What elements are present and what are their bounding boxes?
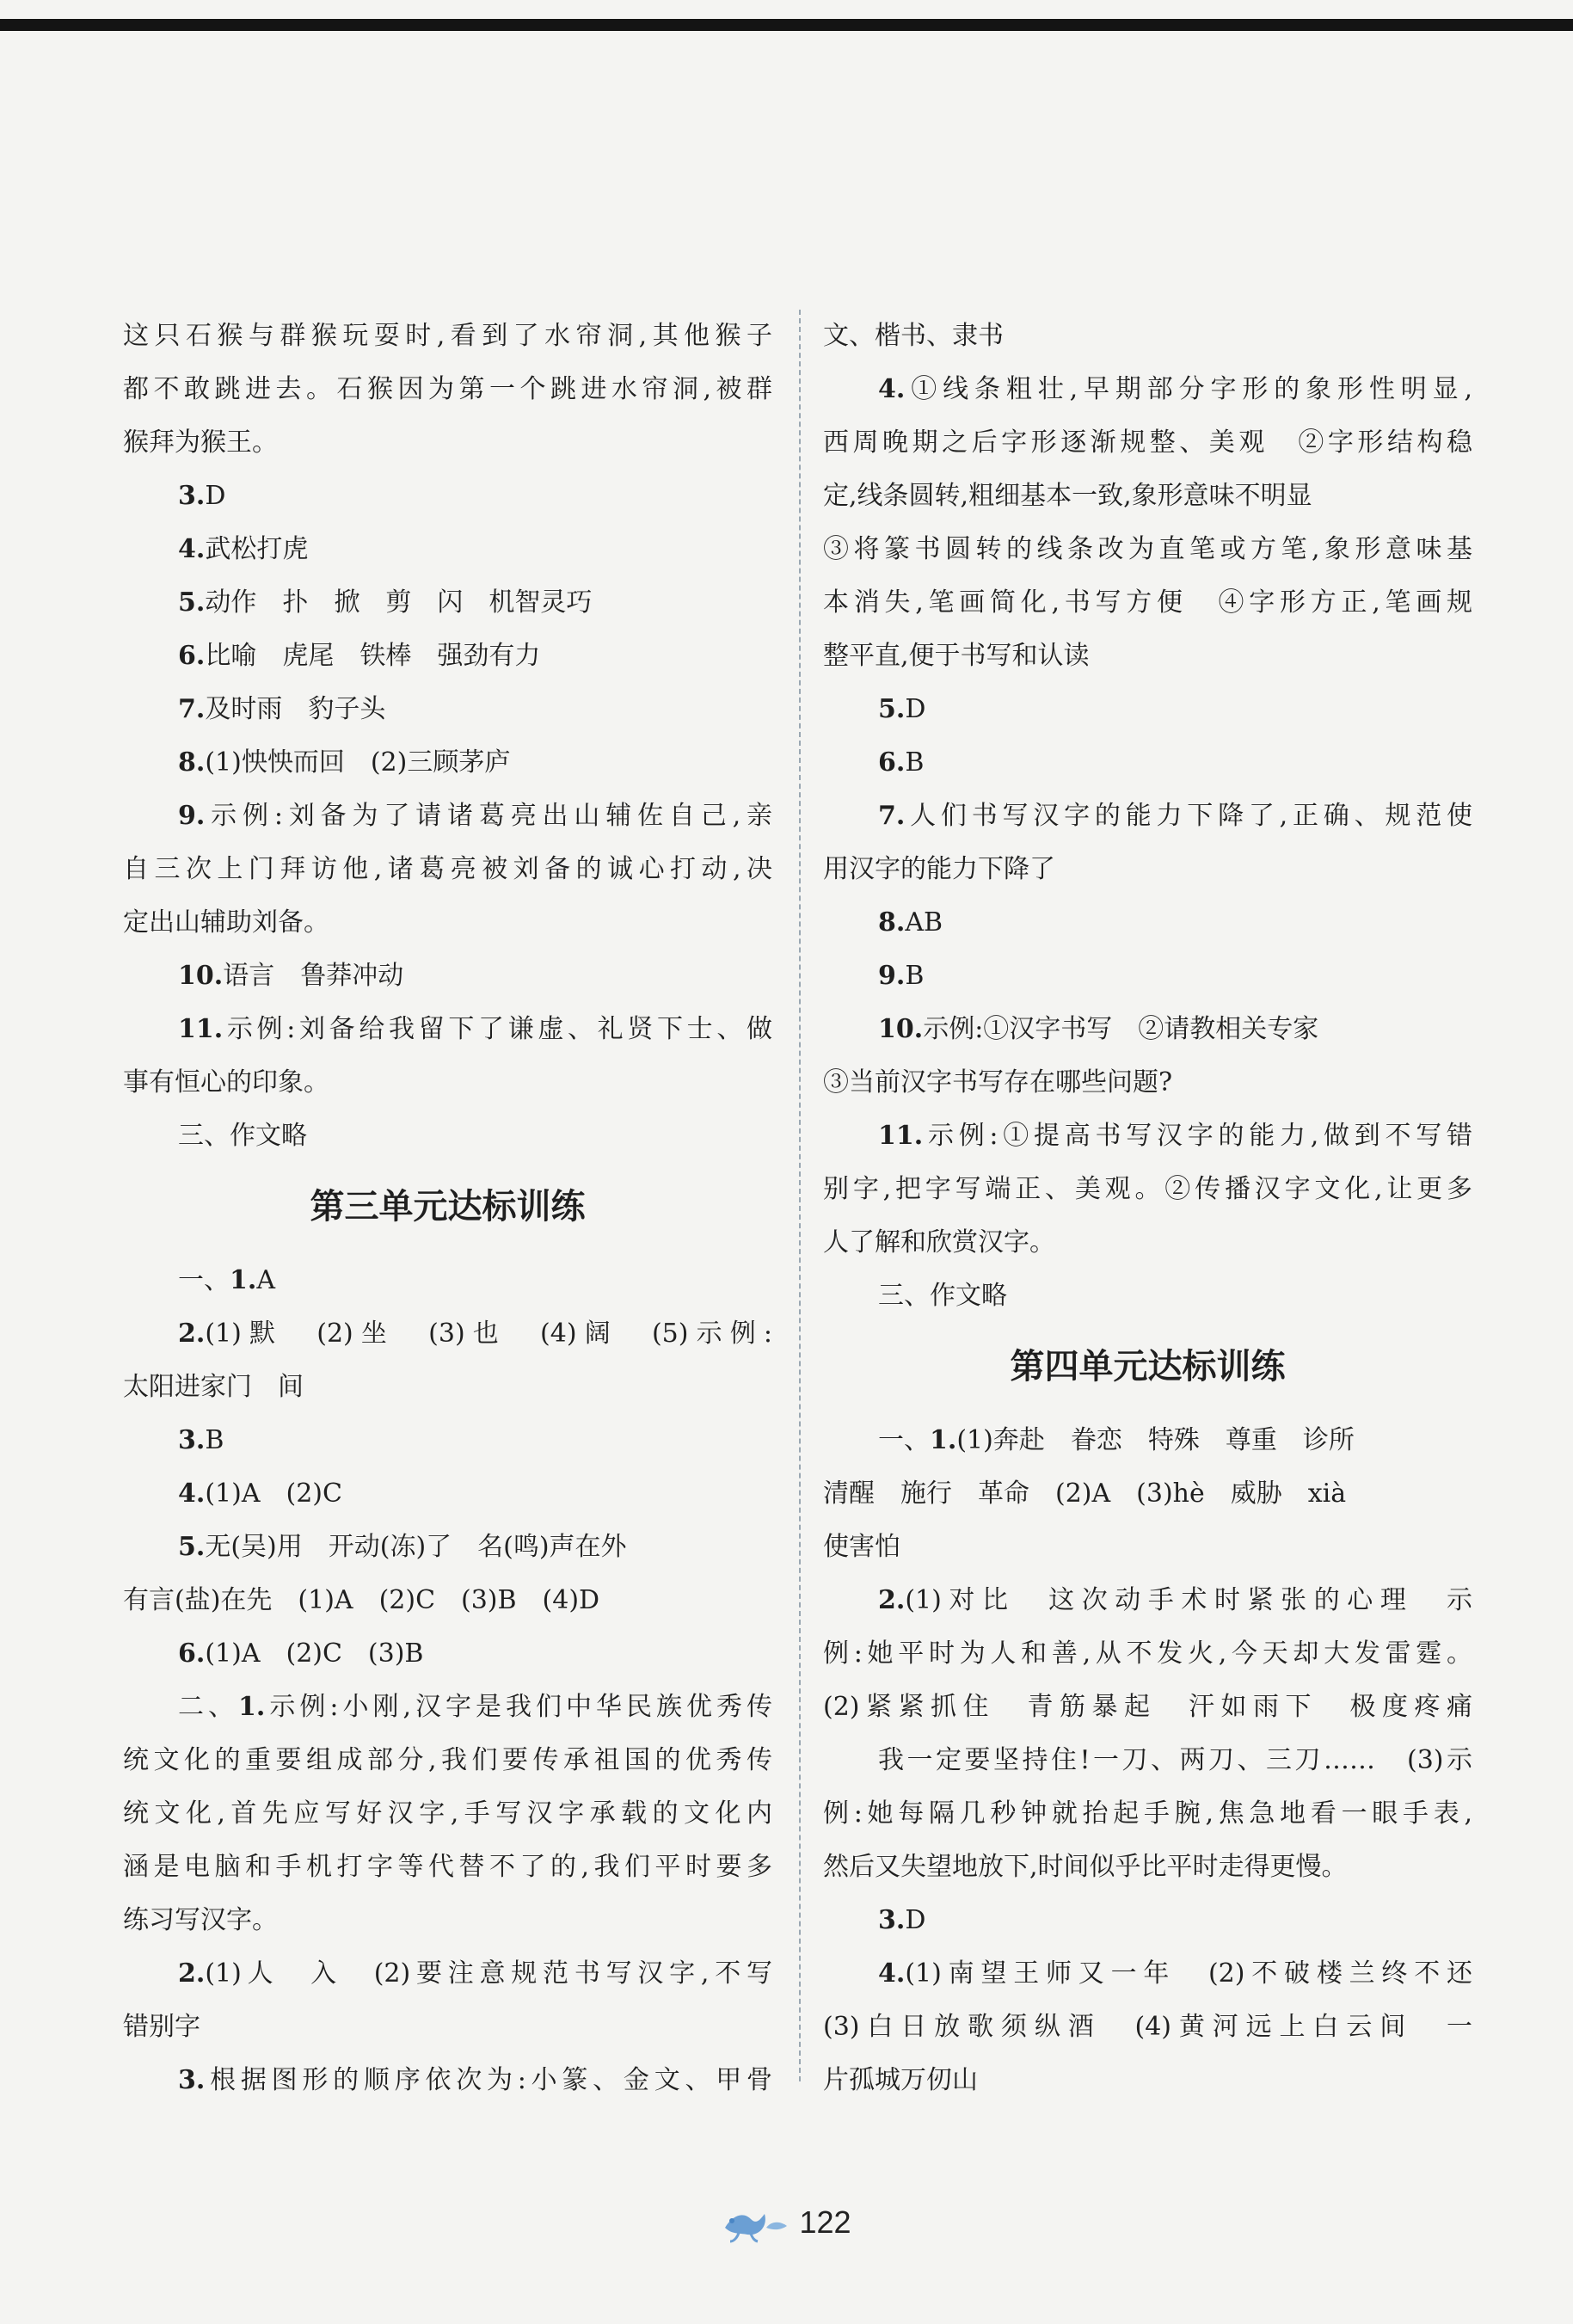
answer-line: [823, 630, 1472, 683]
answer-line: [123, 523, 772, 576]
answer-text: 我一定要坚持住!一刀、两刀、三刀…… (3)示: [878, 1745, 1472, 1775]
answer-line: [123, 1110, 772, 1163]
question-number: 4.: [878, 1958, 906, 1989]
answer-line: [823, 1110, 1472, 1163]
answer-line: [823, 1003, 1472, 1056]
answer-text: 三、作文略: [178, 1121, 307, 1151]
question-number: 8.: [178, 747, 206, 778]
question-number: 6.: [178, 1638, 206, 1669]
answer-line: [123, 683, 772, 736]
answer-line: [823, 896, 1472, 950]
answer-line: [123, 1894, 772, 1947]
answer-text: 例:她平时为人和善,从不发火,今天却大发雷霆。: [823, 1638, 1472, 1669]
answer-text: 错别字: [123, 2012, 200, 2042]
answer-line: [123, 1056, 772, 1110]
answer-text: 有言(盐)在先 (1)A (2)C (3)B (4)D: [123, 1585, 600, 1615]
section-title: 第四单元达标训练: [1010, 1346, 1286, 1386]
answer-text: 清醒 施行 革命 (2)A (3)hè 威胁 xià: [823, 1479, 1347, 1509]
answer-line: [823, 1521, 1472, 1574]
answer-text: D: [205, 481, 226, 511]
answer-text: 及时雨 豹子头: [205, 694, 386, 724]
left-column: [123, 310, 772, 2107]
section-prefix: 二、: [178, 1692, 239, 1722]
answer-text: 文、楷书、隶书: [823, 321, 1004, 351]
answer-line: [823, 683, 1472, 736]
question-number: 2.: [878, 1585, 906, 1615]
answer-line: [823, 950, 1472, 1003]
answer-line: [823, 1414, 1472, 1467]
answer-text: ③当前汉字书写存在哪些问题?: [823, 1067, 1173, 1097]
section-prefix: 一、: [878, 1425, 930, 1455]
answer-text: 涵是电脑和手机打字等代替不了的,我们平时要多: [123, 1852, 772, 1882]
answer-line: [123, 1307, 772, 1361]
question-number: 3.: [178, 481, 206, 511]
answer-text: (1)奔赴 眷恋 特殊 尊重 诊所: [956, 1425, 1355, 1455]
answer-text: B: [905, 961, 925, 991]
section-title: 第三单元达标训练: [310, 1186, 586, 1227]
publisher-logo-icon: [722, 2202, 796, 2243]
answer-line: [123, 736, 772, 790]
answer-line: [823, 1216, 1472, 1270]
answer-line: [123, 1414, 772, 1467]
answer-line: [823, 363, 1472, 416]
answer-line: [823, 1947, 1472, 2001]
answer-text: 自三次上门拜访他,诸葛亮被刘备的诚心打动,决: [123, 854, 772, 884]
answer-line: [823, 310, 1472, 363]
question-number: 3.: [178, 2065, 206, 2095]
answer-line: [823, 1627, 1472, 1681]
answer-text: 猴拜为猴王。: [123, 427, 278, 458]
answer-text: (3)白日放歌须纵酒 (4)黄河远上白云间 一: [823, 2012, 1472, 2042]
answer-text: ①线条粗壮,早期部分字形的象形性明显,: [905, 374, 1472, 404]
answer-text: 片孤城万仞山: [823, 2065, 978, 2095]
answer-text: (1)怏怏而回 (2)三顾茅庐: [205, 747, 511, 778]
answer-text: 人们书写汉字的能力下降了,正确、规范使: [905, 801, 1472, 831]
answer-line: [123, 1947, 772, 2001]
answer-line: [123, 896, 772, 950]
answer-line: [123, 363, 772, 416]
answer-line: [123, 1254, 772, 1307]
answer-line: [123, 2054, 772, 2107]
answer-line: [123, 1361, 772, 1414]
answer-line: [823, 1894, 1472, 1947]
answer-line: [123, 790, 772, 843]
question-number: 11.: [878, 1121, 924, 1151]
answer-text: 动作 扑 掀 剪 闪 机智灵巧: [205, 587, 593, 618]
answer-line: [123, 1574, 772, 1627]
answer-text: 示例:刘备为了请诸葛亮出山辅佐自己,亲: [205, 801, 772, 831]
answer-line: [823, 790, 1472, 843]
answer-text: AB: [905, 907, 943, 938]
question-number: 2.: [178, 1958, 206, 1989]
question-number: 9.: [878, 961, 906, 991]
answer-line: [823, 1163, 1472, 1216]
right-column: [823, 310, 1472, 2107]
question-number: 1.: [238, 1692, 266, 1722]
answer-line: [823, 2001, 1472, 2054]
question-number: 4.: [178, 534, 206, 564]
answer-line: [123, 843, 772, 896]
answer-text: (1)南望王师又一年 (2)不破楼兰终不还: [905, 1958, 1472, 1989]
answer-line: [823, 736, 1472, 790]
answer-text: 示例:①提高书写汉字的能力,做到不写错: [923, 1121, 1472, 1151]
answer-line: [123, 950, 772, 1003]
answer-line: [123, 1841, 772, 1894]
answer-line: [123, 1787, 772, 1841]
answer-line: [823, 1841, 1472, 1894]
answer-text: B: [205, 1425, 224, 1455]
answer-line: [823, 416, 1472, 470]
answer-text: 根据图形的顺序依次为:小篆、金文、甲骨: [205, 2065, 772, 2095]
answer-line: [823, 1681, 1472, 1734]
answer-line: [823, 1574, 1472, 1627]
question-number: 3.: [878, 1905, 906, 1935]
answer-line: [123, 576, 772, 630]
answer-line: [823, 1056, 1472, 1110]
answer-text: D: [905, 1905, 926, 1935]
question-number: 7.: [878, 801, 906, 831]
answer-line: [823, 843, 1472, 896]
question-number: 9.: [178, 801, 206, 831]
answer-line: [123, 470, 772, 523]
answer-text: (1)A (2)C (3)B: [205, 1638, 424, 1669]
question-number: 4.: [878, 374, 906, 404]
question-number: 7.: [178, 694, 206, 724]
answer-text: 比喻 虎尾 铁棒 强劲有力: [205, 641, 541, 671]
answer-text: 事有恒心的印象。: [123, 1067, 329, 1097]
answer-text: D: [905, 694, 926, 724]
page-number: 122: [799, 2204, 851, 2240]
answer-line: [823, 523, 1472, 576]
answer-text: B: [905, 747, 925, 778]
top-border-bar: [0, 19, 1573, 31]
answer-text: 别字,把字写端正、美观。②传播汉字文化,让更多: [823, 1174, 1472, 1204]
question-number: 2.: [178, 1319, 206, 1349]
answer-line: [823, 1787, 1472, 1841]
answer-text: (2)紧紧抓住 青筋暴起 汗如雨下 极度疼痛: [823, 1692, 1472, 1722]
answer-text: ③将篆书圆转的线条改为直笔或方笔,象形意味基: [823, 534, 1472, 564]
question-number: 10.: [878, 1014, 924, 1044]
answer-text: 三、作文略: [878, 1281, 1007, 1311]
question-number: 1.: [230, 1265, 257, 1295]
answer-text: 本消失,笔画简化,书写方便 ④字形方正,笔画规: [823, 587, 1472, 618]
answer-text: (1)对比 这次动手术时紧张的心理 示: [905, 1585, 1472, 1615]
answer-text: (1)默 (2)坐 (3)也 (4)阔 (5)示例:: [205, 1319, 772, 1349]
question-number: 3.: [178, 1425, 206, 1455]
answer-line: [823, 1270, 1472, 1323]
answer-line: [123, 630, 772, 683]
answer-line: [123, 1734, 772, 1787]
answer-text: 这只石猴与群猴玩耍时,看到了水帘洞,其他猴子: [123, 321, 772, 351]
answer-text: 太阳进家门 间: [123, 1372, 304, 1402]
answer-text: 语言 鲁莽冲动: [223, 961, 404, 991]
answer-line: [823, 1467, 1472, 1521]
answer-text: 示例:刘备给我留下了谦虚、礼贤下士、做: [223, 1014, 772, 1044]
answer-text: (1)A (2)C: [205, 1479, 342, 1509]
answer-text: 例:她每隔几秒钟就抬起手腕,焦急地看一眼手表,: [823, 1798, 1472, 1829]
answer-text: 人了解和欣赏汉字。: [823, 1227, 1055, 1257]
answer-text: 示例:①汉字书写 ②请教相关专家: [923, 1014, 1319, 1044]
question-number: 11.: [178, 1014, 224, 1044]
answer-text: 练习写汉字。: [123, 1905, 278, 1935]
answer-line: [123, 1521, 772, 1574]
answer-text: (1)人 入 (2)要注意规范书写汉字,不写: [205, 1958, 772, 1989]
answer-text: 无(吴)用 开动(冻)了 名(鸣)声在外: [205, 1532, 627, 1562]
answer-line: [123, 1627, 772, 1681]
answer-line: [823, 2054, 1472, 2107]
answer-text: 用汉字的能力下降了: [823, 854, 1055, 884]
section-prefix: 一、: [178, 1265, 230, 1295]
answer-text: 整平直,便于书写和认读: [823, 641, 1090, 671]
answer-text: 定出山辅助刘备。: [123, 907, 329, 938]
answer-text: 统文化,首先应写好汉字,手写汉字承载的文化内: [123, 1798, 772, 1829]
answer-text: 都不敢跳进去。石猴因为第一个跳进水帘洞,被群: [123, 374, 772, 404]
answer-text: 西周晚期之后字形逐渐规整、美观 ②字形结构稳: [823, 427, 1472, 458]
answer-line: [123, 1467, 772, 1521]
answer-text: 统文化的重要组成部分,我们要传承祖国的优秀传: [123, 1745, 772, 1775]
answer-line: [123, 310, 772, 363]
question-number: 5.: [878, 694, 906, 724]
question-number: 10.: [178, 961, 224, 991]
column-divider: [799, 310, 801, 2081]
answer-line: [123, 2001, 772, 2054]
answer-line: [123, 1003, 772, 1056]
question-number: 5.: [178, 587, 206, 618]
question-number: 6.: [878, 747, 906, 778]
question-number: 6.: [178, 641, 206, 671]
answer-line: [123, 416, 772, 470]
answer-line: [823, 576, 1472, 630]
question-number: 8.: [878, 907, 906, 938]
answer-text: 示例:小刚,汉字是我们中华民族优秀传: [265, 1692, 772, 1722]
answer-text: 然后又失望地放下,时间似乎比平时走得更慢。: [823, 1852, 1348, 1882]
answer-line: [823, 1734, 1472, 1787]
answer-text: A: [256, 1265, 275, 1295]
answer-line: [123, 1681, 772, 1734]
answer-text: 武松打虎: [205, 534, 309, 564]
answer-line: [823, 470, 1472, 523]
question-number: 4.: [178, 1479, 206, 1509]
page-footer: [0, 2202, 1573, 2247]
question-number: 5.: [178, 1532, 206, 1562]
answer-text: 使害怕: [823, 1532, 900, 1562]
answer-text: 定,线条圆转,粗细基本一致,象形意味不明显: [823, 481, 1312, 511]
question-number: 1.: [930, 1425, 957, 1455]
